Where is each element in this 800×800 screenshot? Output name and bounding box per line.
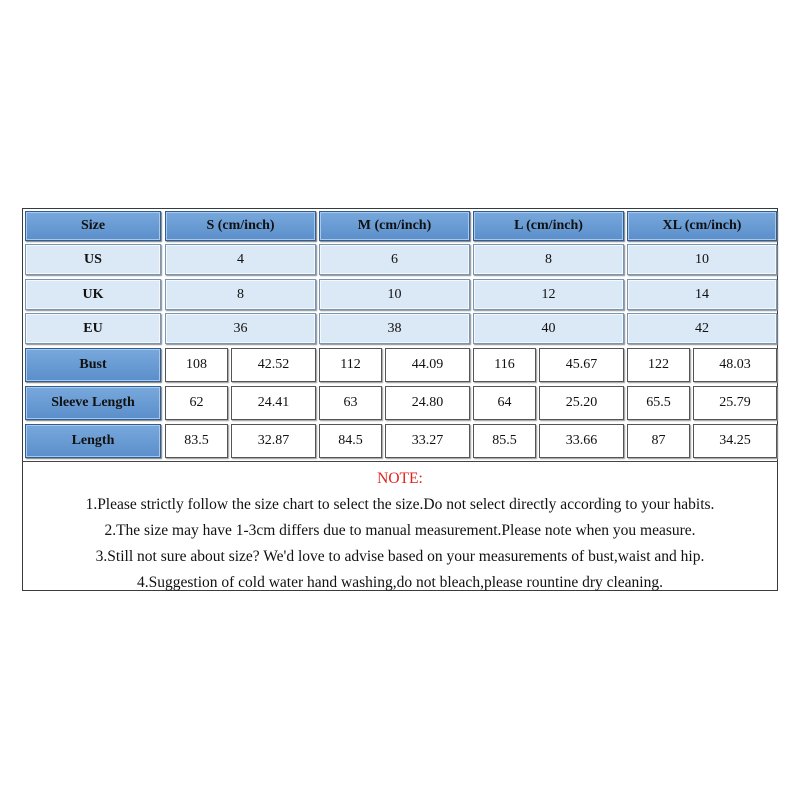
note-line-1: 1.Please strictly follow the size chart to select the size.Do not select directly according to your habits. <box>85 496 715 513</box>
length-xl-cm: 87 <box>627 424 690 458</box>
note-title: NOTE: <box>377 470 423 487</box>
length-xl-inch: 34.25 <box>693 424 777 458</box>
row-label-bust: Bust <box>25 348 161 382</box>
us-xl: 10 <box>627 244 777 275</box>
us-l: 8 <box>473 244 624 275</box>
row-label-uk: UK <box>25 279 161 310</box>
eu-m: 38 <box>319 313 470 344</box>
sleeve-m-inch: 24.80 <box>385 386 470 420</box>
header-size: Size <box>25 211 161 241</box>
length-m-cm: 84.5 <box>319 424 382 458</box>
sleeve-xl-inch: 25.79 <box>693 386 777 420</box>
sleeve-l-inch: 25.20 <box>539 386 624 420</box>
uk-l: 12 <box>473 279 624 310</box>
length-s-cm: 83.5 <box>165 424 228 458</box>
sleeve-xl-cm: 65.5 <box>627 386 690 420</box>
header-xl: XL (cm/inch) <box>627 211 777 241</box>
us-m: 6 <box>319 244 470 275</box>
length-l-inch: 33.66 <box>539 424 624 458</box>
length-m-inch: 33.27 <box>385 424 470 458</box>
note-line-3: 3.Still not sure about size? We'd love to advise based on your measurements of bust,waist and hip. <box>95 548 705 565</box>
eu-l: 40 <box>473 313 624 344</box>
length-s-inch: 32.87 <box>231 424 316 458</box>
eu-s: 36 <box>165 313 316 344</box>
eu-xl: 42 <box>627 313 777 344</box>
header-m: M (cm/inch) <box>319 211 470 241</box>
bust-xl-inch: 48.03 <box>693 348 777 382</box>
bust-l-inch: 45.67 <box>539 348 624 382</box>
bust-s-inch: 42.52 <box>231 348 316 382</box>
bust-s-cm: 108 <box>165 348 228 382</box>
note-line-2: 2.The size may have 1-3cm differs due to manual measurement.Please note when you measure. <box>104 522 696 539</box>
bust-l-cm: 116 <box>473 348 536 382</box>
header-l: L (cm/inch) <box>473 211 624 241</box>
sleeve-s-cm: 62 <box>165 386 228 420</box>
sleeve-m-cm: 63 <box>319 386 382 420</box>
header-s: S (cm/inch) <box>165 211 316 241</box>
row-label-sleeve-length: Sleeve Length <box>25 386 161 420</box>
notes-section <box>22 461 778 591</box>
row-label-eu: EU <box>25 313 161 344</box>
us-s: 4 <box>165 244 316 275</box>
bust-m-inch: 44.09 <box>385 348 470 382</box>
row-label-length: Length <box>25 424 161 458</box>
note-line-4: 4.Suggestion of cold water hand washing,do not bleach,please rountine dry cleaning. <box>136 574 663 591</box>
uk-xl: 14 <box>627 279 777 310</box>
row-label-us: US <box>25 244 161 275</box>
uk-m: 10 <box>319 279 470 310</box>
uk-s: 8 <box>165 279 316 310</box>
bust-xl-cm: 122 <box>627 348 690 382</box>
length-l-cm: 85.5 <box>473 424 536 458</box>
bust-m-cm: 112 <box>319 348 382 382</box>
sleeve-l-cm: 64 <box>473 386 536 420</box>
sleeve-s-inch: 24.41 <box>231 386 316 420</box>
